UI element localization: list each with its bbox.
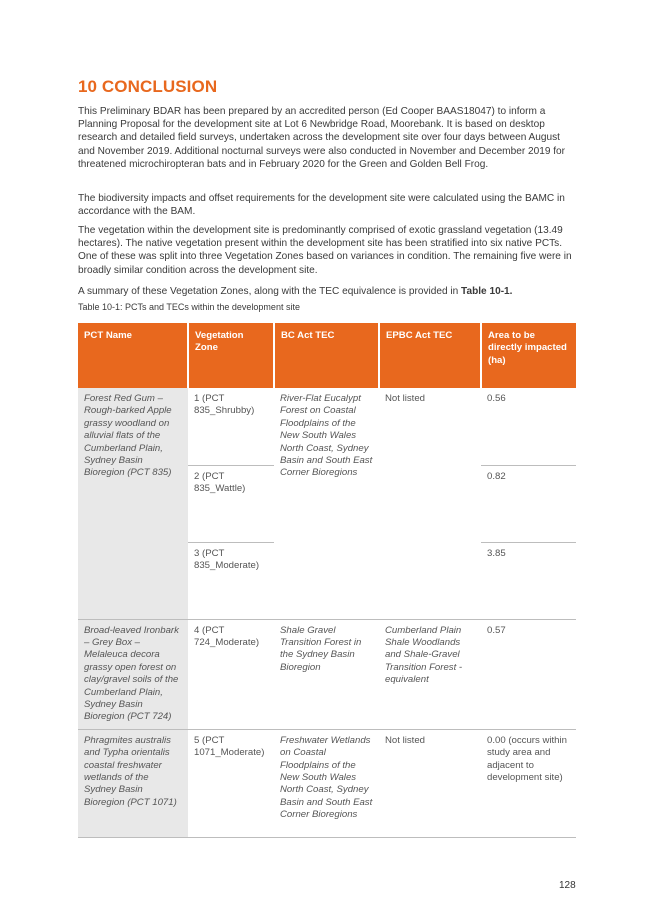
table-caption: Table 10-1: PCTs and TECs within the development site — [78, 302, 300, 312]
paragraph-4-text: A summary of these Vegetation Zones, along with the TEC equivalence is provided in — [78, 286, 462, 297]
epbc-tec-cell: Not listed — [379, 729, 481, 837]
page-number: 128 — [559, 880, 576, 891]
area-cell: 0.57 — [481, 619, 576, 729]
header-vegetation-zone: Vegetation Zone — [188, 323, 274, 388]
bc-tec-cell: River-Flat Eucalypt Forest on Coastal Floodplains of the New South Wales North Coast, Sydney Basin and South East Corner Bioregions — [274, 388, 379, 619]
zone-cell: 4 (PCT 724_Moderate) — [188, 619, 274, 729]
pct-name-cell: Phragmites australis and Typha orientalis coastal freshwater wetlands of the Sydney Basin Bioregion (PCT 1071) — [78, 729, 188, 837]
zone-cell: 3 (PCT 835_Moderate) — [188, 542, 274, 619]
area-cell: 0.82 — [481, 465, 576, 542]
table-header-row — [78, 323, 576, 388]
paragraph-3: The vegetation within the development site is predominantly comprised of exotic grassland vegetation (13.49 hectares). The native vegetation present within the development site has been stratified into six native PCTs. One of these was split into three Vegetation Zones based on variances in condition. The remaining five were in broadly similar condition across the development site. — [78, 225, 572, 276]
pct-name-cell: Broad-leaved Ironbark – Grey Box – Melaleuca decora grassy open forest on clay/gravel soils of the Cumberland Plain, Sydney Basin Bioregion (PCT 724) — [78, 619, 188, 729]
table-reference: Table 10-1. — [461, 286, 513, 297]
header-epbc-act-tec: EPBC Act TEC — [379, 323, 481, 388]
area-cell: 0.56 — [487, 393, 506, 404]
header-pct-name: PCT Name — [78, 323, 188, 388]
zone-cell: 2 (PCT 835_Wattle) — [188, 465, 274, 542]
zone-cell: 1 (PCT 835_Shrubby) — [194, 393, 255, 417]
paragraph-2: The biodiversity impacts and offset requirements for the development site were calculated using the BAMC in accordance with the BAM. — [78, 193, 565, 218]
table-row — [78, 619, 576, 729]
bc-tec-cell: Shale Gravel Transition Forest in the Sydney Basin Bioregion — [274, 619, 379, 729]
pct-name-cell: Forest Red Gum – Rough-barked Apple grassy woodland on alluvial flats of the Cumberland Plain, Sydney Basin Bioregion (PCT 835) — [78, 388, 188, 619]
bc-tec-cell: Freshwater Wetlands on Coastal Floodplains of the New South Wales North Coast, Sydney Basin and South East Corner Bioregions — [274, 729, 379, 837]
header-area-impacted: Area to be directly impacted (ha) — [481, 323, 576, 388]
paragraph-4 — [78, 285, 576, 298]
header-bc-act-tec: BC Act TEC — [274, 323, 379, 388]
pct-tec-table — [78, 323, 576, 838]
table-row — [78, 388, 576, 465]
section-heading: 10 CONCLUSION — [78, 77, 218, 96]
epbc-tec-cell: Cumberland Plain Shale Woodlands and Shale-Gravel Transition Forest - equivalent — [379, 619, 481, 729]
paragraph-1: This Preliminary BDAR has been prepared by an accredited person (Ed Cooper BAAS18047) to inform a Planning Proposal for the development site at Lot 6 Newbridge Road, Moorebank. It is based on desktop research and detailed field surveys, undertaken across the development site over four days between August and November 2019. Additional nocturnal surveys were also conducted in November and December 2019 for threatened microchiropteran bats and in February 2020 for the Green and Golden Bell Frog. — [78, 106, 566, 170]
table-row — [78, 729, 576, 837]
area-cell: 0.00 (occurs within study area and adjacent to development site) — [481, 729, 576, 837]
zone-cell: 5 (PCT 1071_Moderate) — [188, 729, 274, 837]
epbc-tec-cell: Not listed — [379, 388, 481, 619]
area-cell: 3.85 — [481, 542, 576, 619]
